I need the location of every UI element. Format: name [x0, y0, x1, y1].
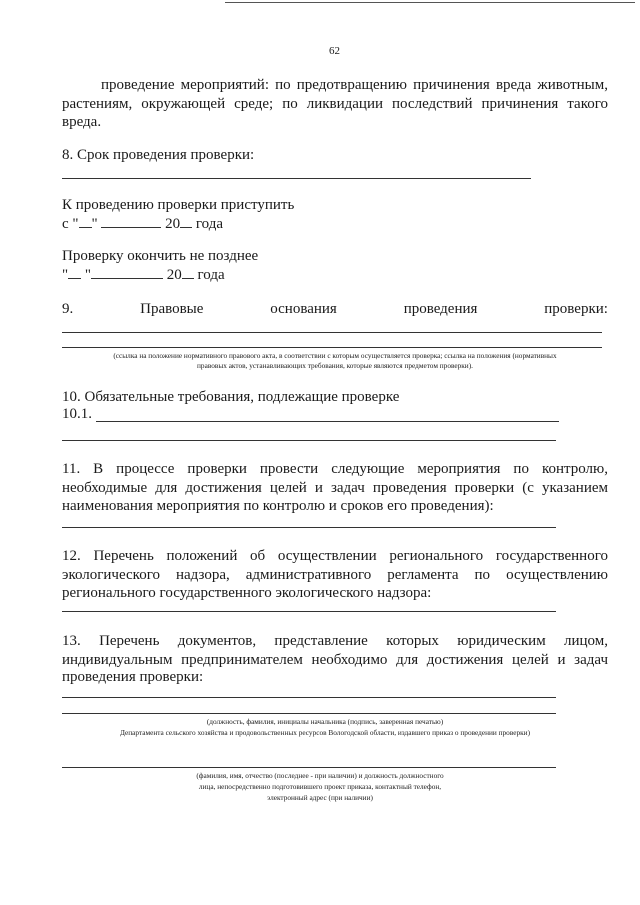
end-day-blank	[68, 264, 81, 279]
section-8-label: 8. Срок проведения проверки:	[62, 147, 255, 163]
section-9-note-2: правовых актов, устанавливающих требования, которые являются предметом проверки).	[197, 361, 473, 370]
end-date-line	[62, 264, 225, 285]
section-10-1-label: 10.1.	[62, 406, 92, 422]
section-10-fill-line-1	[96, 421, 559, 422]
section-9-fill-line-2	[62, 347, 602, 348]
section-9-fill-line-1	[62, 332, 602, 333]
section-12-line-3: регионального государственного экологического надзора:	[62, 585, 432, 601]
section-12-fill-line	[62, 611, 556, 612]
section-9-heading	[62, 300, 608, 319]
start-date-suffix: года	[195, 216, 224, 232]
signature-2-note-2: лица, непосредственно подготовившего проект приказа, контактный телефон,	[198, 782, 442, 791]
intro-line-3: вреда.	[62, 114, 102, 130]
section-9-word-1: 9.	[62, 301, 74, 317]
signature-2-note-1: (фамилия, имя, отчество (последнее - при наличии) и должность должностного	[196, 771, 444, 780]
end-date-suffix: года	[197, 267, 225, 283]
section-10-label: 10. Обязательные требования, подлежащие проверке	[62, 389, 400, 405]
section-11-line-2: необходимые для достижения целей и задач проведения проверки (с указанием	[62, 480, 608, 496]
start-year-blank	[180, 213, 192, 228]
start-date-prefix: с "	[62, 216, 79, 232]
section-12-line-2: экологического надзора, административного регламента по осуществлению	[62, 567, 608, 583]
section-9-word-2: Правовые	[140, 301, 204, 317]
start-year-prefix: 20	[165, 216, 181, 232]
end-date-quote-close: "	[84, 267, 91, 283]
signature-1-note-2: Департамента сельского хозяйства и продовольственных ресурсов Вологодской области, издавшего приказ о проведении проверки)	[119, 728, 531, 737]
section-10-fill-line-2	[62, 440, 556, 441]
section-9-word-5: проверки:	[544, 301, 608, 317]
section-9-note-1: (ссылка на положение нормативного правового акта, в соответствии с которым осуществляется проверка; ссылка на положения (нормативных	[113, 351, 557, 360]
section-11-line-1: 11. В процессе проверки провести следующие мероприятия по контролю,	[62, 461, 608, 477]
intro-line-2: растениям, окружающей среде; по ликвидации последствий причинения такого	[62, 96, 608, 112]
section-13-fill-line-1	[62, 697, 556, 698]
page-number: 62	[329, 45, 340, 57]
signature-2-note-3: электронный адрес (при наличии)	[267, 793, 373, 802]
section-9-word-3: основания	[270, 301, 337, 317]
end-date-quote-open: "	[62, 267, 69, 283]
end-year-prefix: 20	[166, 267, 182, 283]
start-label: К проведению проверки приступить	[62, 197, 295, 213]
section-11-fill-line	[62, 527, 556, 528]
section-9-word-4: проведения	[403, 301, 478, 317]
start-day-blank	[79, 213, 92, 228]
end-month-blank	[91, 264, 163, 279]
end-label: Проверку окончить не позднее	[62, 248, 259, 264]
start-month-blank	[101, 213, 161, 228]
section-8-fill-line	[62, 178, 531, 179]
signature-2-fill-line	[62, 767, 556, 768]
end-year-blank	[182, 264, 194, 279]
section-13-line-1: 13. Перечень документов, представление которых юридическим лицом,	[62, 633, 608, 649]
scan-edge-line	[225, 2, 635, 3]
intro-line-1: проведение мероприятий: по предотвращению причинения вреда животным,	[101, 77, 608, 93]
section-13-line-2: индивидуальным предпринимателем необходимо для достижения целей и задач	[62, 652, 608, 668]
start-date-line	[62, 213, 223, 234]
signature-1-note-1: (должность, фамилия, инициалы начальника (подпись, заверенная печатью)	[206, 717, 444, 726]
section-13-fill-line-2	[62, 713, 556, 714]
section-12-line-1: 12. Перечень положений об осуществлении регионального государственного	[62, 548, 608, 564]
start-date-quote: "	[91, 216, 98, 232]
section-11-line-3: наименования мероприятия по контролю и сроков его проведения):	[62, 498, 494, 514]
section-13-line-3: проведения проверки:	[62, 669, 204, 685]
